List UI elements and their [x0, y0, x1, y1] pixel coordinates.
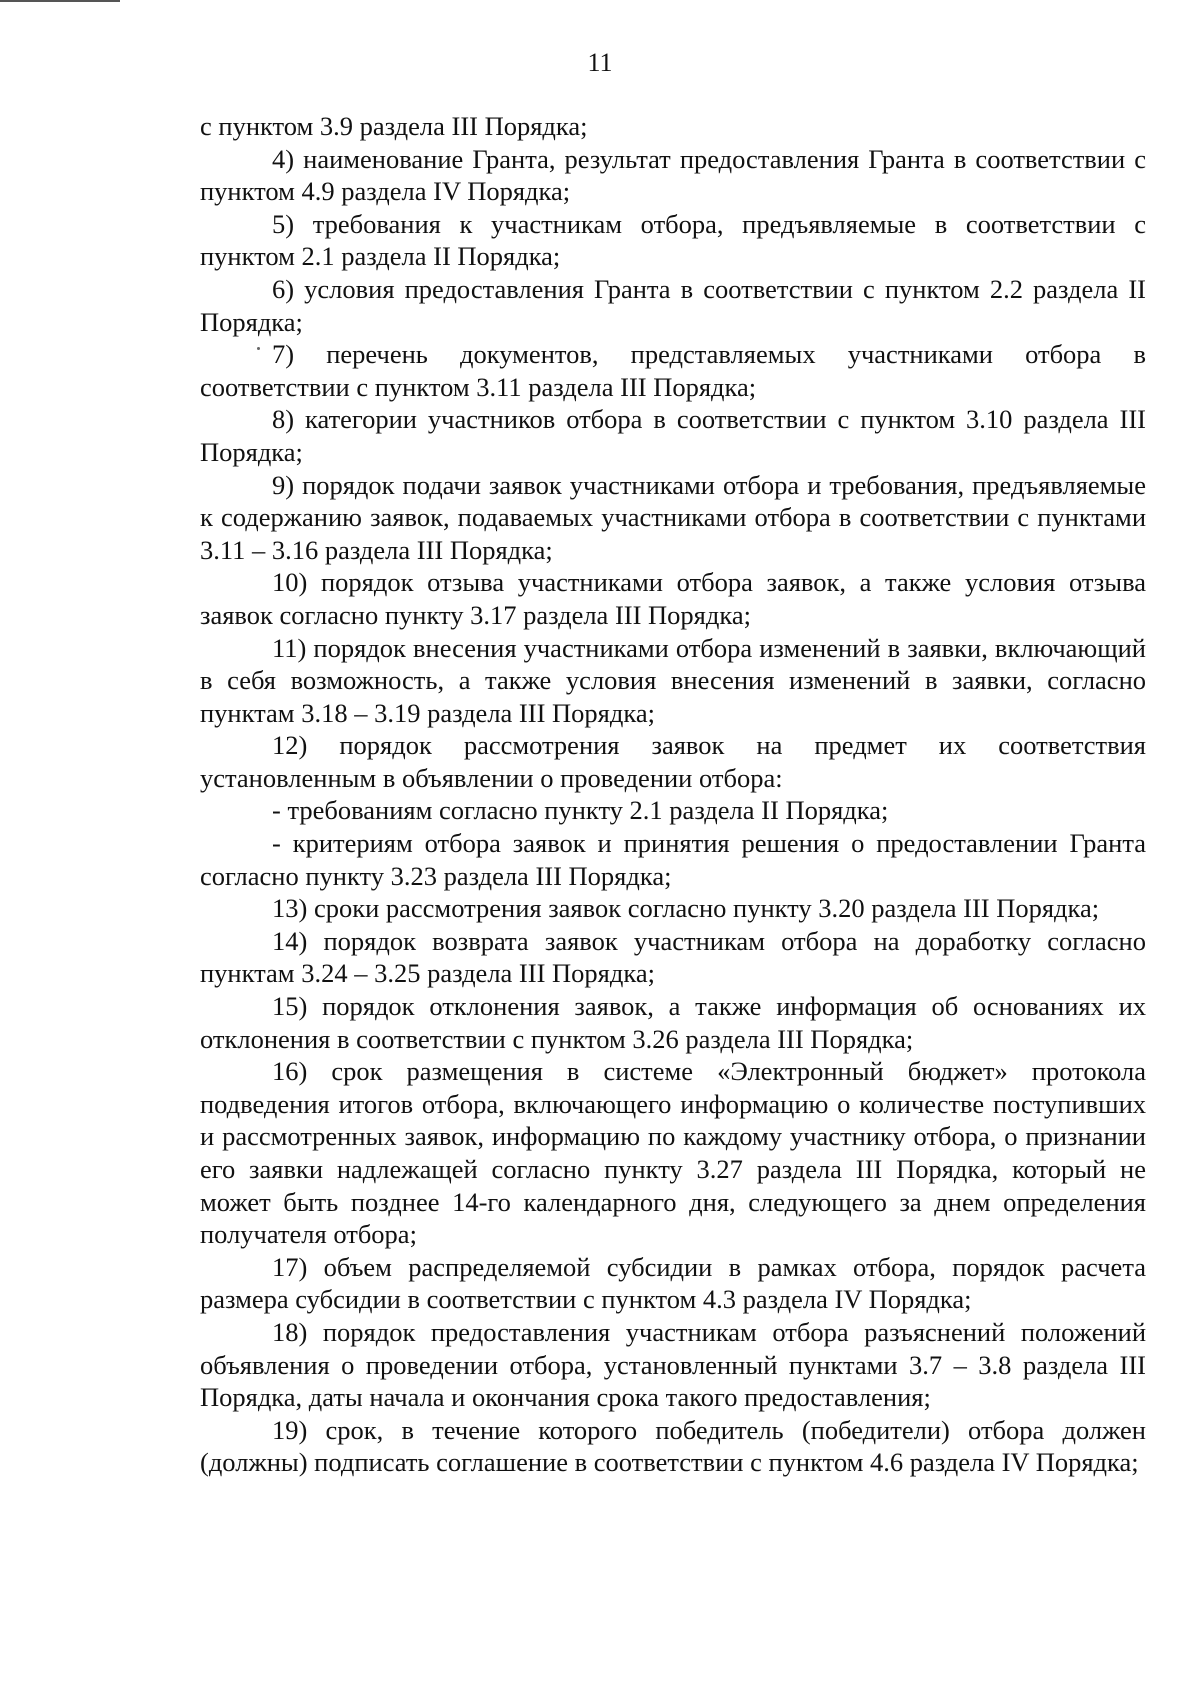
list-item-13: 13) сроки рассмотрения заявок согласно пункту 3.20 раздела III Порядка; — [272, 893, 1100, 924]
document-body — [200, 110, 1146, 1479]
list-item-6: 6) условия предоставления Гранта в соответствии с пунктом 2.2 раздела II Порядка; — [200, 273, 1146, 337]
list-item-7: 7) перечень документов, представляемых участниками отбора в соответствии с пунктом 3.11 раздела III Порядка; — [200, 339, 1146, 402]
list-item-15: 15) порядок отклонения заявок, а также информация об основаниях их отклонения в соответствии с пунктом 3.26 раздела III Порядка; — [200, 991, 1146, 1054]
list-item-12: 12) порядок рассмотрения заявок на предмет их соответствия установленным в объявлении о проведении отбора: — [200, 730, 1146, 793]
list-item-18: 18) порядок предоставления участникам отбора разъяснений положений объявления о проведении отбора, установленный пунктами 3.7 – 3.8 раздела III Порядка, даты начала и окончания срока такого предоставления; — [200, 1316, 1146, 1413]
sub-item-criteria: - критериям отбора заявок и принятия решения о предоставлении Гранта согласно пункту 3.23 раздела III Порядка; — [200, 828, 1146, 891]
list-item-9: 9) порядок подачи заявок участниками отбора и требования, предъявляемые к содержанию заявок, подаваемых участниками отбора в соответствии с пунктами 3.11 – 3.16 раздела III Порядка; — [200, 469, 1146, 565]
sub-item-requirements: - требованиям согласно пункту 2.1 раздела II Порядка; — [272, 795, 889, 826]
list-item-5: 5) требования к участникам отбора, предъявляемые в соответствии с пунктом 2.1 раздела II Порядка; — [200, 208, 1146, 272]
scan-corner-mark — [0, 0, 120, 6]
paragraph-continuation: с пунктом 3.9 раздела III Порядка; — [200, 111, 588, 141]
list-item-10: 10) порядок отзыва участниками отбора заявок, а также условия отзыва заявок согласно пункту 3.17 раздела III Порядка; — [200, 567, 1146, 630]
list-item-19: 19) срок, в течение которого победитель (победители) отбора должен (должны) подписать соглашение в соответствии с пунктом 4.6 раздела IV Порядка; — [200, 1414, 1146, 1478]
page-number: 11 — [587, 48, 613, 77]
list-item-17: 17) объем распределяемой субсидии в рамках отбора, порядок расчета размера субсидии в соответствии с пунктом 4.3 раздела IV Порядка; — [200, 1251, 1146, 1315]
list-item-16: 16) срок размещения в системе «Электронный бюджет» протокола подведения итогов отбора, включающего информацию о количестве поступивших и рассмотренных заявок, информацию по каждому участнику отбора, о признании его заявки надлежащей согласно пункту 3.27 раздела III Порядка, который не может быть позднее 14-го календарного дня, следующего за днем определения получателя отбора; — [200, 1056, 1146, 1250]
list-item-11: 11) порядок внесения участниками отбора изменений в заявки, включающий в себя возможность, а также условия внесения изменений в заявки, согласно пунктам 3.18 – 3.19 раздела III Порядка; — [200, 632, 1146, 728]
list-item-8: 8) категории участников отбора в соответствии с пунктом 3.10 раздела III Порядка; — [200, 404, 1146, 467]
list-item-4: 4) наименование Гранта, результат предоставления Гранта в соответствии с пунктом 4.9 раздела IV Порядка; — [200, 143, 1146, 207]
list-item-14: 14) порядок возврата заявок участникам отбора на доработку согласно пунктам 3.24 – 3.25 раздела III Порядка; — [200, 925, 1146, 989]
